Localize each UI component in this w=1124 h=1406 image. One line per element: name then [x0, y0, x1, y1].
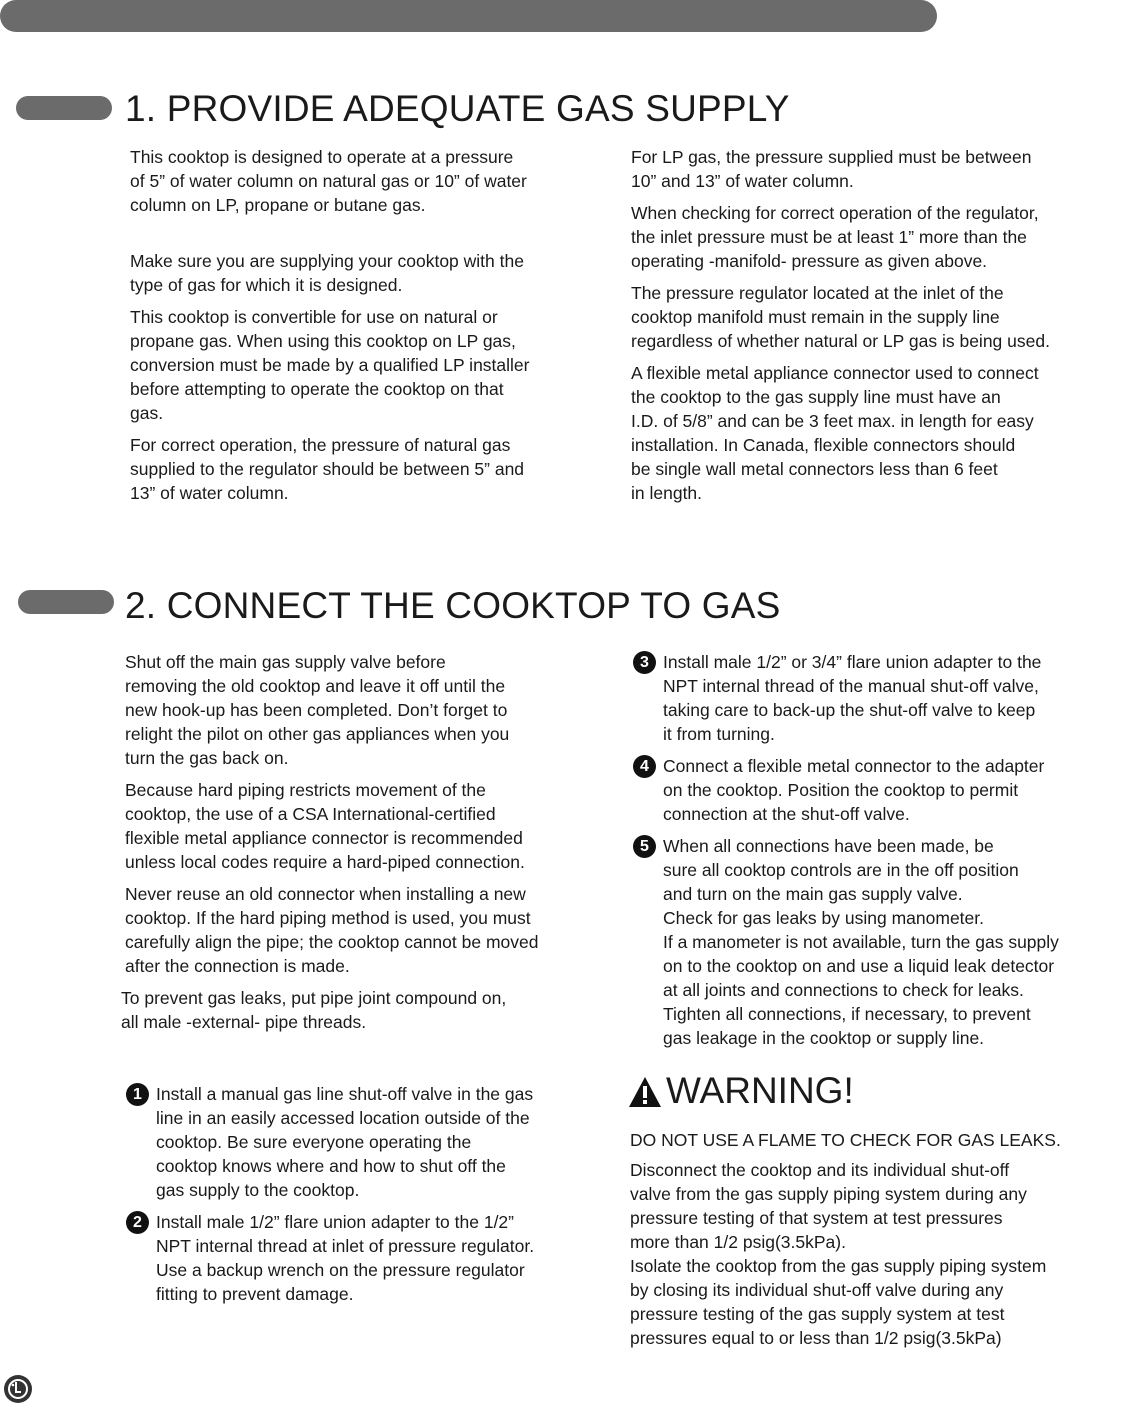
section1-left-column: [130, 145, 600, 505]
warning-body: Disconnect the cooktop and its individual shut-off valve from the gas supply piping system during any pressure testing of that system at test pressures more than 1/2 psig(3.5kPa). Isolate the cooktop from the gas supply piping system by closing its individual shut-off valve during any pressure testing of the gas supply system at test pressures equal to or less than 1/2 psig(3.5kPa): [630, 1160, 1047, 1348]
section2-left-column: [121, 650, 605, 1034]
paragraph: The pressure regulator located at the inlet of the cooktop manifold must remain in the supply line regardless of whether natural or LP gas is being used.: [631, 283, 1050, 351]
step-number-badge: 3: [633, 651, 656, 674]
warning-block: [630, 1128, 1120, 1350]
step-5: [640, 834, 1113, 1050]
step-number-badge: 4: [633, 755, 656, 778]
section2-marker: [18, 590, 114, 614]
step-number-badge: 2: [126, 1211, 149, 1234]
step-4: [640, 754, 1113, 826]
step-text: Connect a flexible metal connector to the adapter on the cooktop. Position the cooktop to permit connection at the shut-off valve.: [663, 756, 1045, 824]
step-3: [640, 650, 1113, 746]
step-text: Install male 1/2” or 3/4” flare union adapter to the NPT internal thread of the manual shut-off valve, taking care to back-up the shut-off valve to keep it from turning.: [663, 652, 1042, 744]
section1-marker: [16, 96, 112, 120]
paragraph: Shut off the main gas supply valve before removing the old cooktop and leave it off until the new hook-up has been completed. Don’t forget to relight the pilot on other gas appliances when you turn the gas back on.: [125, 652, 510, 768]
step-number-badge: 1: [126, 1083, 149, 1106]
paragraph: Never reuse an old connector when installing a new cooktop. If the hard piping method is used, you must carefully align the pipe; the cooktop cannot be moved after the connection is made.: [125, 884, 539, 976]
warning-headline: DO NOT USE A FLAME TO CHECK FOR GAS LEAKS.: [630, 1130, 1061, 1150]
paragraph: Make sure you are supplying your cooktop with the type of gas for which it is designed.: [130, 251, 524, 295]
section1-right-column: [631, 145, 1101, 505]
step-1: [133, 1082, 606, 1202]
section1-title: 1. PROVIDE ADEQUATE GAS SUPPLY: [125, 88, 790, 129]
warning-triangle-icon: [628, 1076, 662, 1108]
step-text: Install a manual gas line shut-off valve in the gas line in an easily accessed location outside of the cooktop. Be sure everyone operating the cooktop knows where and how to shut off the gas supply to the cooktop.: [156, 1084, 534, 1200]
header-bar: [0, 0, 937, 32]
section2-steps-left: [133, 1082, 606, 1306]
paragraph: Because hard piping restricts movement of the cooktop, the use of a CSA International-certified flexible metal appliance connector is recommended unless local codes require a hard-piped connection.: [125, 780, 525, 872]
lg-logo: [3, 1374, 33, 1404]
paragraph: When checking for correct operation of the regulator, the inlet pressure must be at least 1” more than the operating -manifold- pressure as given above.: [631, 203, 1039, 271]
paragraph: For LP gas, the pressure supplied must be between 10” and 13” of water column.: [631, 147, 1032, 191]
paragraph: A flexible metal appliance connector used to connect the cooktop to the gas supply line must have an I.D. of 5/8” and can be 3 feet max. in length for easy installation. In Canada, flexible connectors should be single wall metal connectors less than 6 feet in length.: [631, 363, 1039, 503]
paragraph: To prevent gas leaks, put pipe joint compound on, all male -external- pipe threads.: [121, 988, 507, 1032]
paragraph: For correct operation, the pressure of natural gas supplied to the regulator should be between 5” and 13” of water column.: [130, 435, 525, 503]
section2-title: 2. CONNECT THE COOKTOP TO GAS: [125, 585, 781, 626]
step-text: Install male 1/2” flare union adapter to the 1/2” NPT internal thread at inlet of pressure regulator. Use a backup wrench on the pressure regulator fitting to prevent damage.: [156, 1212, 535, 1304]
step-2: [133, 1210, 606, 1306]
step-text: When all connections have been made, be sure all cooktop controls are in the off position and turn on the main gas supply valve. Check for gas leaks by using manometer. If a manometer is not available, turn the gas supply on to the cooktop on and use a liquid leak detector at all joints and connections to check for leaks. Tighten all connections, if necessary, to prevent gas leakage in the cooktop or supply line.: [663, 836, 1059, 1048]
paragraph: This cooktop is designed to operate at a pressure of 5” of water column on natural gas or 10” of water column on LP, propane or butane gas.: [130, 147, 527, 215]
section2-steps-right: [640, 650, 1113, 1050]
warning-title: WARNING!: [666, 1070, 854, 1111]
paragraph: This cooktop is convertible for use on natural or propane gas. When using this cooktop on LP gas, conversion must be made by a qualified LP installer before attempting to operate the cooktop on that gas.: [130, 307, 530, 423]
step-number-badge: 5: [633, 835, 656, 858]
